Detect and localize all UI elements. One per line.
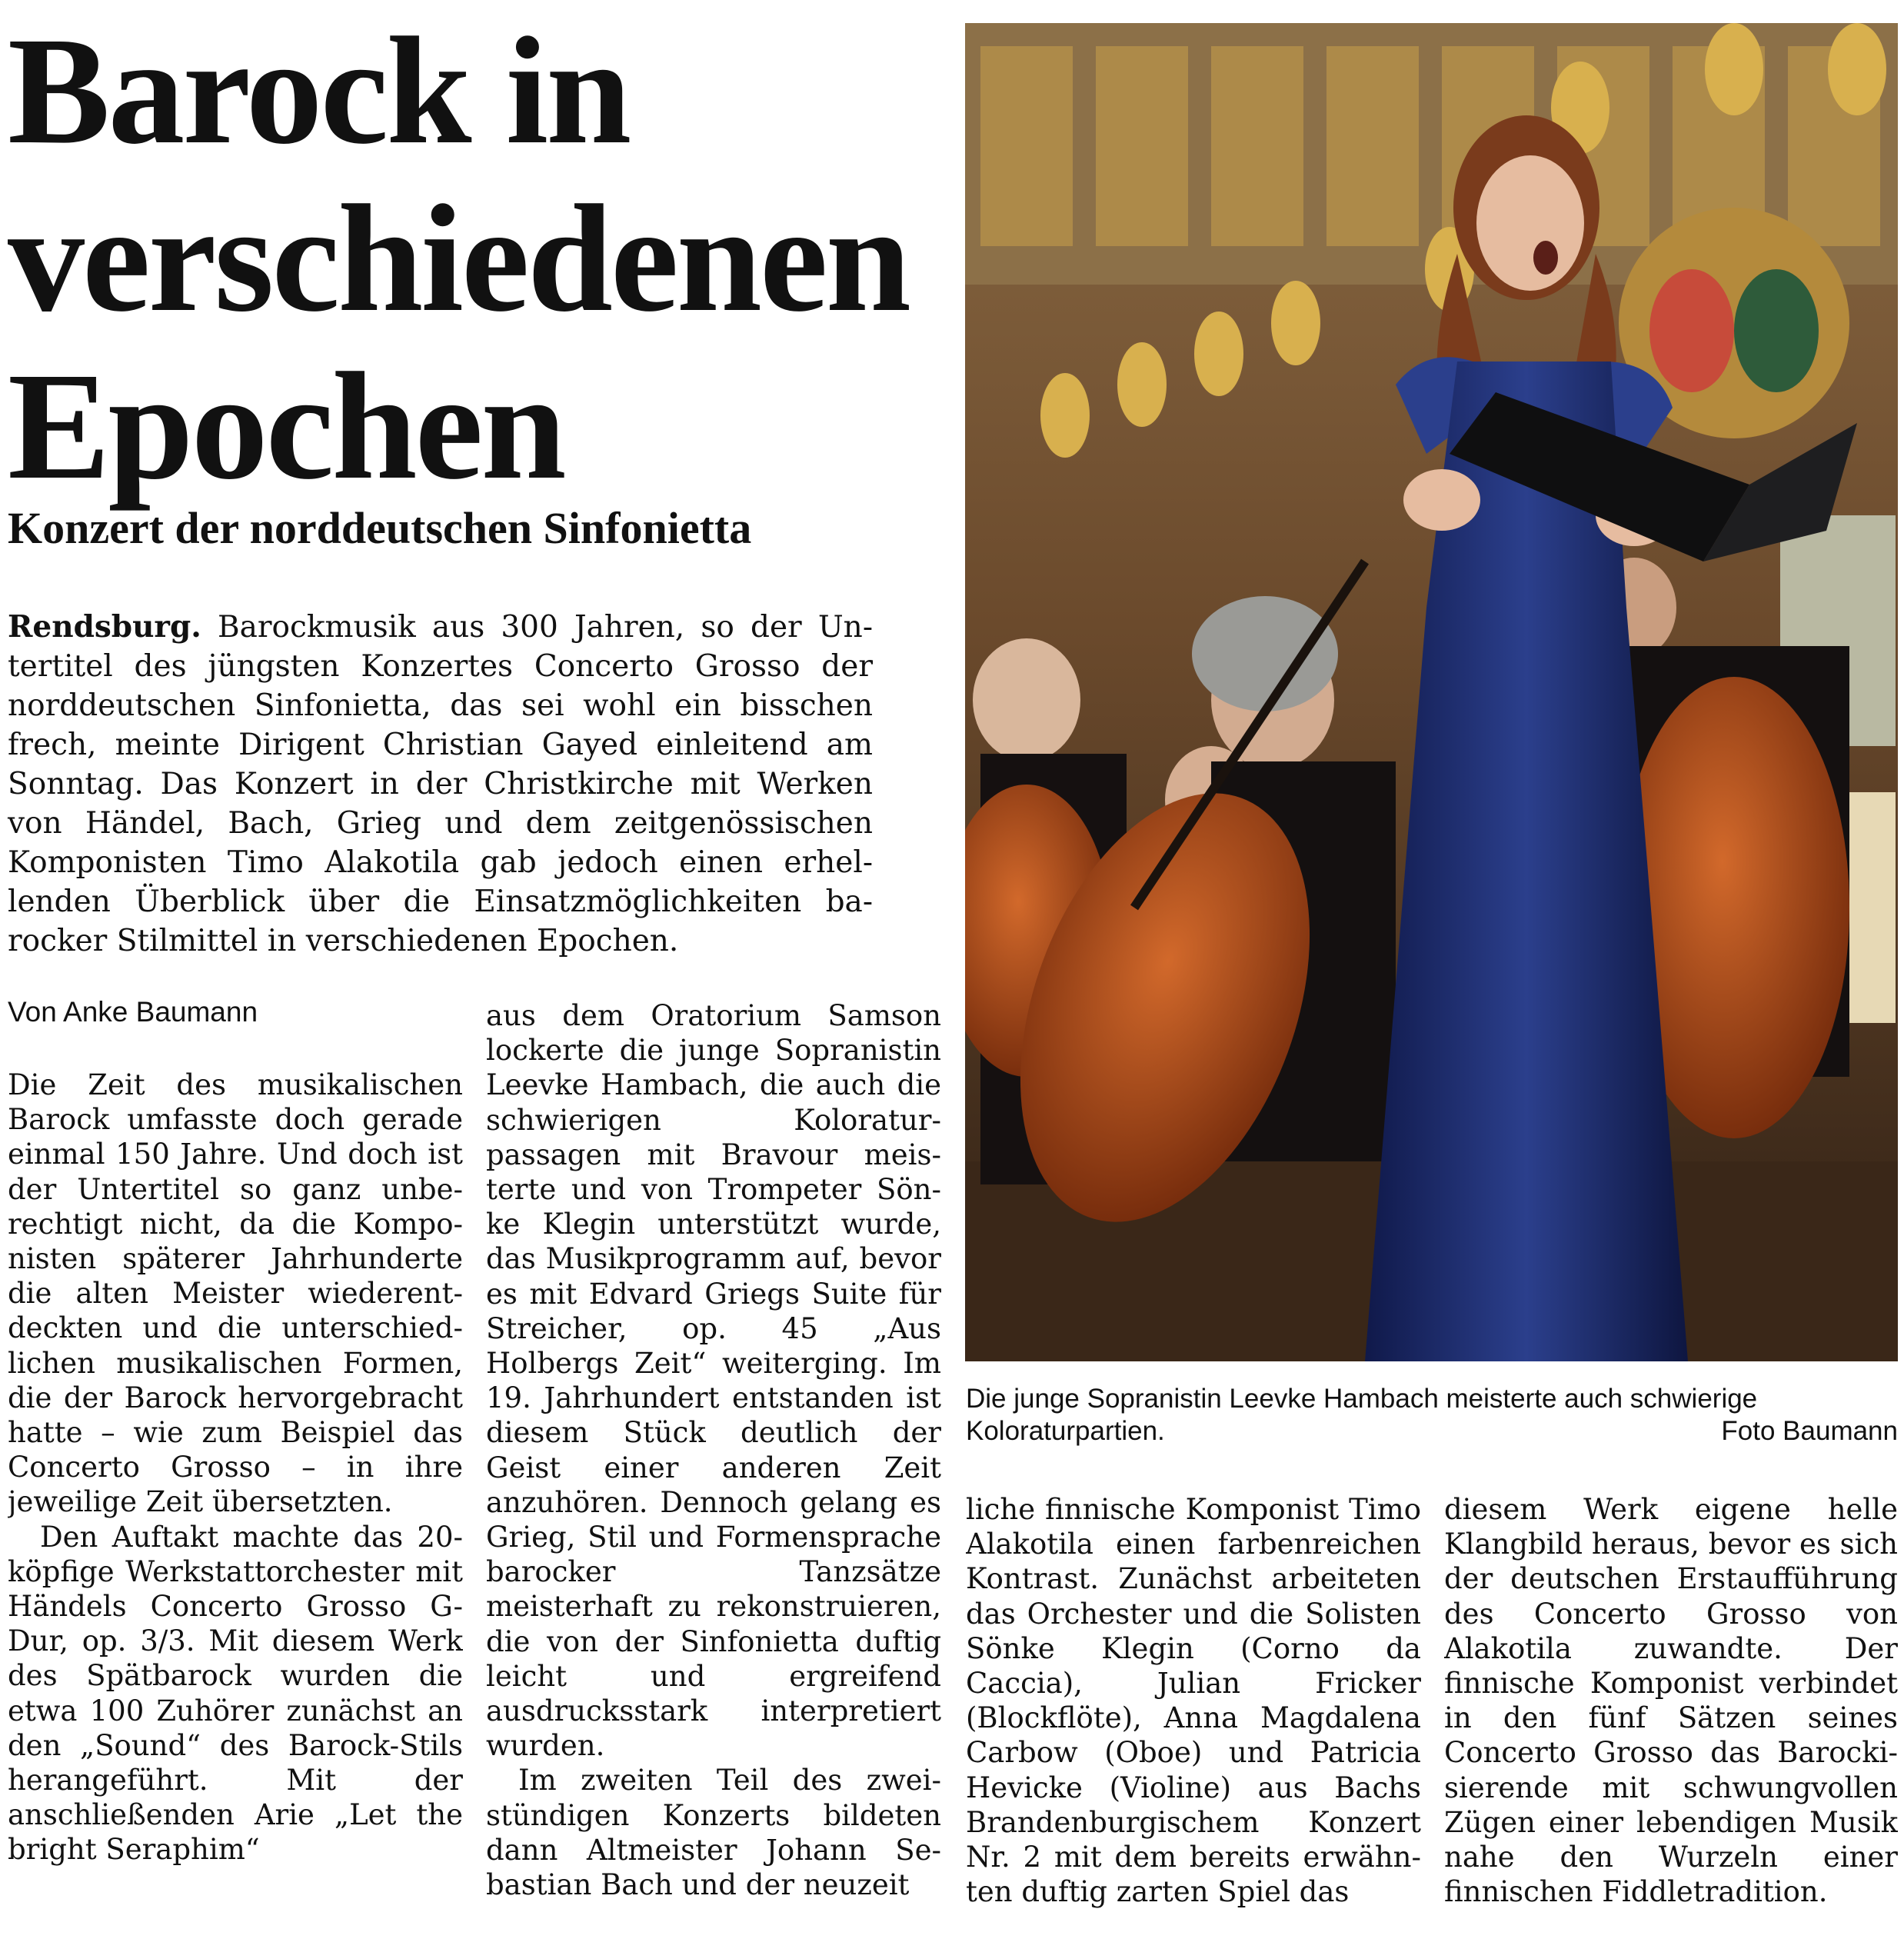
concert-photo	[965, 23, 1898, 1361]
text-column-2	[486, 998, 941, 1929]
paragraph: aus dem Oratorium Samson lockerte die junge Sopranistin Leevke Hambach, die auch die schwierigen Koloraturpassagen mit Bravour meisterte und von Trompeter Sönke Klegin unterstützt wurde, das Musikprogramm auf, bevor es mit Edvard Griegs Suite für Streicher, op. 45 „Aus Holbergs Zeit“ weiterging. Im 19. Jahrhundert entstanden ist diesem Stück deutlich der Geist einer anderen Zeit anzuhören. Dennoch gelang es Grieg, Stil und Formensprache barocker Tanzsätze meisterhaft zu rekonstruieren, die von der Sinfonietta duftig leicht und ergreifend ausdrucksstark interpretiert wurden.	[486, 999, 941, 1763]
paragraph: Im zweiten Teil des zweistündigen Konzerts bildeten dann Altmeister Johann Sebastian Bach und der neuzeit	[486, 1764, 941, 1902]
paragraph: Die Zeit des musikalischen Barock umfasste doch gerade einmal 150 Jahre. Und doch ist der Untertitel so ganz unberechtigt nicht, da die Komponisten späterer Jahrhunderte die alten Meister wiederentdeckten und die unterschiedlichen musikalischen Formen, die der Barock hervorgebracht hatte – wie zum Beispiel das Concerto Grosso – in ihre jeweilige Zeit übersetzten.	[8, 1068, 463, 1519]
lead-text: Barockmusik aus 300 Jahren, so der Untertitel des jüngsten Konzertes Concerto Grosso der norddeutschen Sinfonietta, das sei wohl ein bisschen frech, meinte Dirigent Christian Gayed einleitend am Sonntag. Das Konzert in der Christkirche mit Werken von Händel, Bach, Grieg und dem zeitgenössischen Komponisten Timo Alakotila gab jedoch einen erhellenden Überblick über die Einsatzmöglichkeiten barocker Stilmittel in verschiedenen Epochen.	[8, 610, 873, 958]
byline: Von Anke Baumann	[8, 996, 258, 1028]
paragraph: Den Auftakt machte das 20-köpfige Werkstattorchester mit Händels Concerto Grosso G-Dur, op. 3/3. Mit diesem Werk des Spätbarock wurden die etwa 100 Zuhörer zunächst an den „Sound“ des Barock-Stils herangeführt. Mit der anschließenden Arie „Let the bright Seraphim“	[8, 1520, 463, 1867]
text-column-4	[1444, 1492, 1898, 1929]
dateline: Rendsburg.	[8, 609, 201, 645]
text-column-3	[966, 1492, 1421, 1929]
concert-photo-illustration	[965, 23, 1898, 1361]
subtitle: Konzert der norddeutschen Sinfonietta	[8, 503, 752, 553]
photo-caption	[966, 1383, 1898, 1448]
paragraph: diesem Werk eigene helle Klangbild heraus, bevor es sich der deutschen Erstaufführung des Concerto Grosso von Alakotila zuwandte. Der finnische Komponist verbindet in den fünf Sätzen seines Concerto Grosso das Barockisierende mit schwungvollen Zügen einer lebendigen Musik nahe den Wurzeln einer finnischen Fiddletradition.	[1444, 1493, 1898, 1909]
caption-text: Die junge Sopranistin Leevke Hambach meisterte auch schwierige Koloraturpartien.	[966, 1384, 1758, 1446]
headline: Barock in verschiedenen Epochen	[8, 6, 909, 511]
text-column-1	[8, 1068, 463, 1929]
photo-credit: Foto Baumann	[1721, 1416, 1898, 1446]
lead-paragraph	[8, 608, 873, 961]
paragraph: liche finnische Komponist Timo Alakotila einen farbenreichen Kontrast. Zunächst arbeiteten das Orchester und die Solisten Sönke Klegin (Corno da Caccia), Julian Fricker (Blockflöte), Anna Magdalena Carbow (Oboe) und Patricia Hevicke (Violine) aus Bachs Brandenburgischem Konzert Nr. 2 mit dem bereits erwähnten duftig zarten Spiel das	[966, 1493, 1421, 1909]
